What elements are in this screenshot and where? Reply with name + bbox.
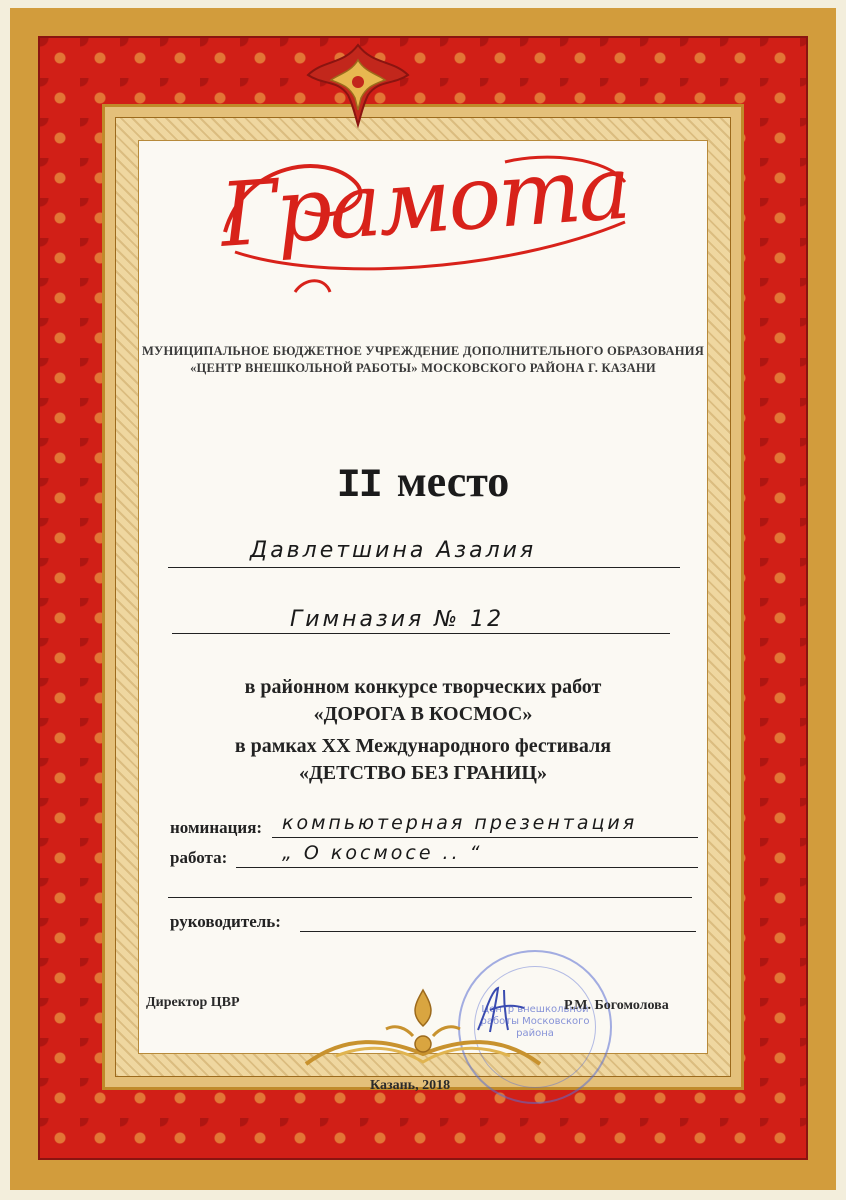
organization-line-1: МУНИЦИПАЛЬНОЕ БЮДЖЕТНОЕ УЧРЕЖДЕНИЕ ДОПОЛНИТЕЛЬНОГО ОБРАЗОВАНИЯ [141, 344, 705, 358]
nomination-value: компьютерная презентация [282, 812, 638, 834]
award-text-line-4: «ДЕТСТВО БЕЗ ГРАНИЦ» [299, 762, 547, 784]
award-text-line-2: «ДОРОГА В КОСМОС» [313, 703, 533, 725]
recipient-school-line [172, 633, 670, 634]
bottom-ornament-icon [296, 984, 550, 1084]
nomination-line [272, 837, 698, 838]
nomination-label: номинация: [170, 818, 263, 837]
place-label: место [396, 457, 510, 506]
city-year: Казань, 2018 [370, 1078, 451, 1093]
work-label: работа: [170, 848, 228, 867]
recipient-name-line [168, 567, 680, 568]
top-ornament-icon [293, 40, 423, 130]
award-text-line-1: в районном конкурсе творческих работ [244, 676, 602, 698]
director-label: Директор ЦВР [146, 995, 240, 1010]
certificate-title: Грамота [216, 135, 632, 267]
recipient-school: Гимназия № 12 [290, 607, 505, 632]
organization-line-2: «ЦЕНТР ВНЕШКОЛЬНОЙ РАБОТЫ» МОСКОВСКОГО РАЙОНА Г. КАЗАНИ [190, 361, 656, 375]
supervisor-label: руководитель: [170, 912, 281, 931]
place-numeral: II [336, 464, 381, 509]
stamp-text: Центр внешкольной работы Московского района [480, 1004, 590, 1039]
director-name: Р.М. Богомолова [564, 998, 669, 1013]
work-line [236, 867, 698, 868]
award-text-line-3: в рамках XX Международного фестиваля [234, 735, 612, 757]
recipient-name: Давлетшина Азалия [250, 538, 537, 563]
extra-line [168, 897, 692, 898]
supervisor-line [300, 931, 696, 932]
work-value: „ О космосе .. “ [282, 842, 483, 864]
place-heading [0, 456, 846, 509]
